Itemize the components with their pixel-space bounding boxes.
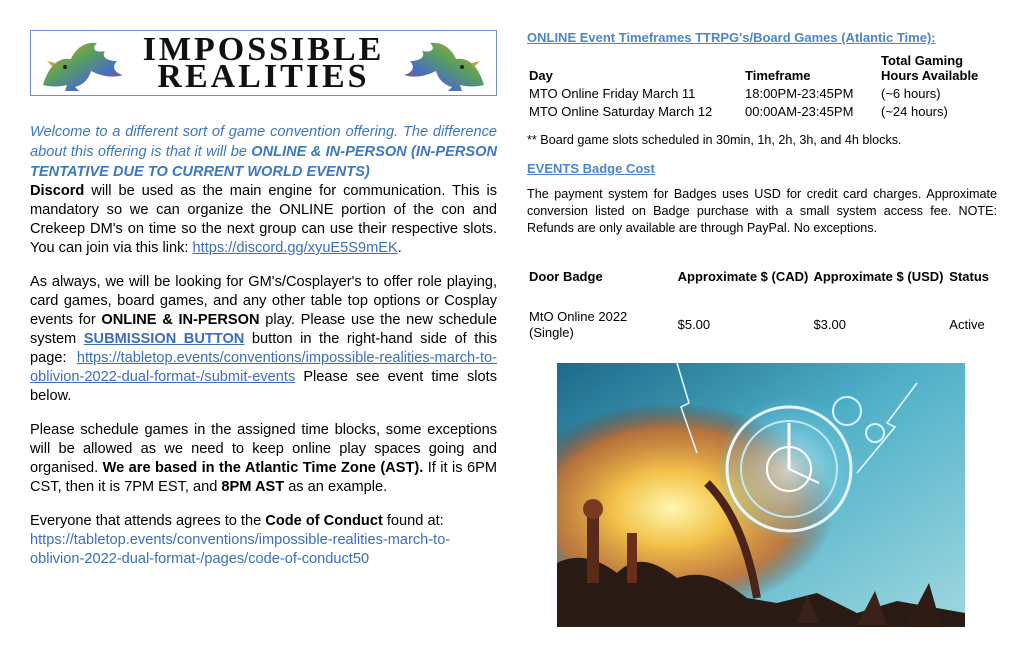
table-header: Approximate $ (USD) (813, 269, 944, 284)
table-header: Door Badge (529, 269, 603, 284)
conduct-text-2: found at: (382, 513, 444, 529)
discord-end: . (397, 240, 402, 256)
logo-line-2: REALITIES (157, 58, 370, 95)
table-cell: (~6 hours) (881, 86, 941, 101)
discord-paragraph (30, 182, 497, 258)
gm-text-2: play. Please use the new schedule system (30, 312, 497, 347)
logo-line-1: IMPOSSIBLE (142, 31, 385, 68)
table-cell: Active (949, 317, 985, 332)
table-header: Timeframe (745, 68, 811, 83)
board-game-note: ** Board game slots scheduled in 30min, 1h, 2h, 3h, and 4h blocks. (527, 133, 902, 147)
schedule-text-3: as an example. (284, 479, 388, 495)
schedule-text-2: If it is 6PM CST, then it is 7PM EST, and (30, 460, 497, 495)
logo-text (142, 31, 385, 95)
table-cell: MTO Online Friday March 11 (529, 86, 696, 101)
payment-paragraph: The payment system for Badges uses USD for credit card charges. Approximate conversion listed on Badge purchase with a small system access fee. NOTE: Refunds are only available are through PayPal. No exceptions. (527, 187, 997, 235)
table-header: Approximate $ (CAD) (677, 269, 809, 284)
table-cell: MtO Online 2022 (Single) (529, 309, 628, 340)
table-cell: $3.00 (813, 317, 846, 332)
table-cell: (~24 hours) (881, 104, 948, 119)
artwork-image (557, 363, 965, 627)
logo-banner (30, 30, 497, 96)
table-header: Day (529, 68, 553, 83)
submit-events-link[interactable]: https://tabletop.events/conventions/impossible-realities-march-to-oblivion-2022-dual-format-/submit-events (30, 350, 497, 385)
left-column (30, 30, 497, 569)
griffin-logo-icon (396, 35, 492, 93)
intro-text: Welcome to a different sort of game convention offering. The difference about this offering is that it will be (30, 124, 497, 160)
table-row (527, 85, 993, 103)
badge-cost-title: EVENTS Badge Cost (527, 161, 655, 176)
conduct-paragraph (30, 512, 497, 569)
gm-bold: ONLINE & IN-PERSON (101, 312, 260, 328)
intro-bold-text: ONLINE & IN-PERSON (IN-PERSON TENTATIVE DUE TO CURRENT WORLD EVENTS) (30, 144, 497, 180)
table-row (527, 103, 993, 121)
discord-link[interactable]: https://discord.gg/xyuE5S9mEK (192, 240, 398, 256)
gm-text-4: Please see event time slots below. (30, 369, 497, 404)
submission-button[interactable]: SUBMISSION BUTTON (83, 331, 245, 347)
timeframes-title: ONLINE Event Timeframes TTRPG's/Board Games (Atlantic Time): (527, 30, 936, 45)
conduct-bold: Code of Conduct (265, 513, 383, 529)
intro-paragraph (30, 122, 497, 182)
schedule-text-1: Please schedule games in the assigned time blocks, some exceptions will be allowed as we need to keep online play spaces going and organised. (30, 422, 497, 476)
fantasy-clock-artwork (557, 363, 965, 627)
right-column (527, 30, 997, 341)
badge-table (527, 255, 997, 341)
table-header-row (527, 255, 997, 299)
griffin-logo-icon (35, 35, 131, 93)
table-cell: $5.00 (677, 317, 711, 332)
schedule-bold-2: 8PM AST (221, 479, 285, 495)
timeframes-table (527, 53, 993, 121)
table-cell: MTO Online Saturday March 12 (529, 104, 713, 119)
discord-label: Discord (30, 183, 85, 199)
discord-text: will be used as the main engine for communication. This is mandatory so we can organize the ONLINE portion of the con and Crekeep DM's on time so the next group can use their respective slots. You can join via this link: (30, 183, 497, 256)
code-of-conduct-link[interactable]: https://tabletop.events/conventions/impossible-realities-march-to-oblivion-2022-dual-format-/pages/code-of-conduct50 (30, 532, 451, 567)
table-header: Total Gaming Hours Available (881, 53, 979, 83)
schedule-paragraph (30, 421, 497, 497)
table-header: Status (949, 269, 990, 284)
gm-paragraph (30, 273, 497, 406)
table-header-row (527, 53, 993, 85)
table-row (527, 299, 997, 341)
conduct-text-1: Everyone that attends agrees to the (30, 513, 266, 529)
gm-text-3: button in the right-hand side of this page: (30, 331, 497, 366)
table-cell: 00:00AM-23:45PM (745, 104, 854, 119)
table-cell: 18:00PM-23:45PM (745, 86, 854, 101)
schedule-bold-1: We are based in the Atlantic Time Zone (AST). (102, 460, 424, 476)
gm-text-1: As always, we will be looking for GM's/Cosplayer's to offer role playing, card games, board games, and any other table top options or Cosplay events for (30, 274, 497, 328)
